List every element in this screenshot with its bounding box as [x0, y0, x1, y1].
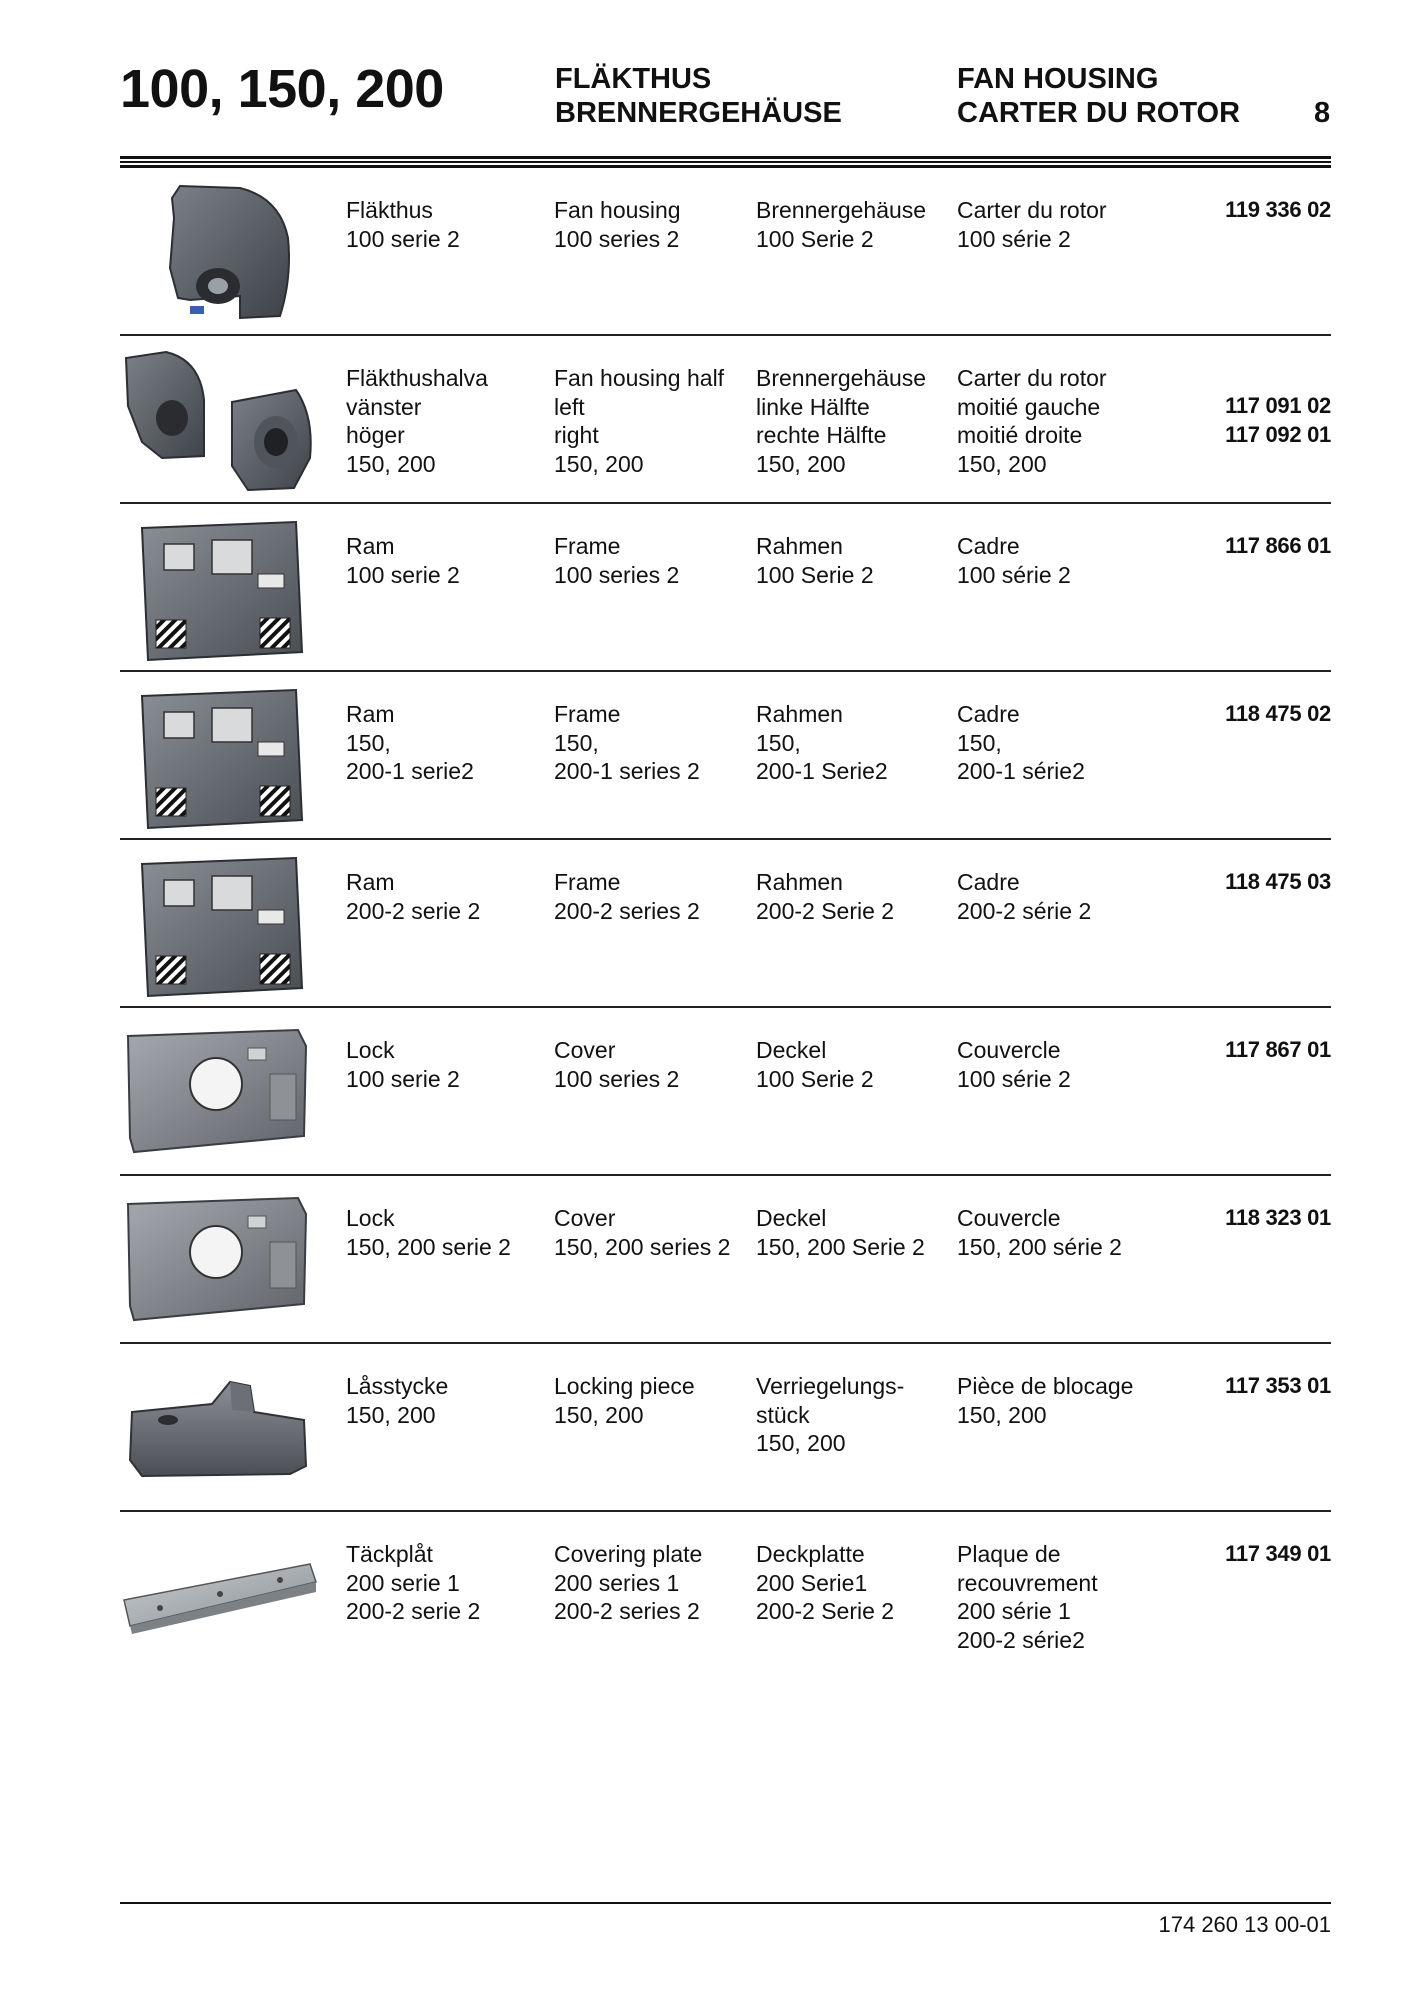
description-german — [756, 1372, 904, 1458]
part-number — [1225, 1204, 1331, 1233]
cover-image — [120, 1186, 320, 1336]
description-swedish — [346, 1204, 511, 1261]
description-line: Frame — [554, 701, 621, 727]
frame-image — [120, 682, 320, 832]
covering-plate-image — [120, 1522, 320, 1672]
parts-list — [120, 168, 1331, 1680]
header-title-fr: CARTER DU ROTOR — [957, 97, 1241, 129]
description-line: 200-1 series 2 — [554, 758, 700, 784]
description-line: 150, — [756, 729, 801, 756]
description-line: Cadre — [957, 869, 1020, 895]
description-line: 150, 200 — [957, 450, 1047, 477]
model-range: 100, 150, 200 — [120, 59, 444, 119]
header-rule-2 — [120, 161, 1331, 163]
description-line: 150, 200 — [756, 1430, 846, 1456]
part-number-value: 117 866 01 — [1225, 533, 1331, 558]
description-line: Lock — [346, 1037, 395, 1063]
description-line: right — [554, 422, 599, 448]
description-english — [554, 868, 700, 925]
part-number-value: 117 091 02 — [1225, 393, 1331, 418]
description-line: Brennergehäuse — [756, 365, 927, 391]
footer-rule — [120, 1902, 1331, 1904]
description-line: 100 série 2 — [957, 1065, 1071, 1092]
part-number — [1225, 196, 1331, 225]
description-line: 200-2 series 2 — [554, 1598, 700, 1624]
description-line: 150, 200 série 2 — [957, 1233, 1122, 1260]
part-row — [120, 336, 1331, 504]
part-number — [1225, 1540, 1331, 1569]
description-line: 100 Serie 2 — [756, 1065, 874, 1092]
description-german — [756, 1204, 925, 1261]
description-line: Couvercle — [957, 1037, 1061, 1063]
part-row — [120, 1344, 1331, 1512]
description-swedish — [346, 700, 474, 786]
fan-housing-half-image — [120, 346, 320, 496]
part-row — [120, 1176, 1331, 1344]
description-line: moitié gauche — [957, 393, 1101, 420]
description-line: Locking piece — [554, 1373, 695, 1399]
description-line: recouvrement — [957, 1569, 1098, 1596]
description-line: stück — [756, 1401, 810, 1428]
description-line: Carter du rotor — [957, 197, 1107, 223]
description-french — [957, 1540, 1098, 1654]
description-swedish — [346, 1372, 448, 1429]
description-line: rechte Hälfte — [756, 422, 887, 448]
description-swedish — [346, 1540, 480, 1626]
page-header — [0, 0, 1410, 170]
description-line: Deckel — [756, 1205, 827, 1231]
frame-image — [120, 514, 320, 664]
part-number-value: 117 353 01 — [1225, 1373, 1331, 1398]
part-number-value: 117 867 01 — [1225, 1037, 1331, 1062]
description-line: Fan housing half — [554, 365, 725, 391]
description-line: 150, 200 Serie 2 — [756, 1233, 925, 1260]
description-line: Verriegelungs- — [756, 1373, 905, 1399]
description-line: 100 serie 2 — [346, 1065, 460, 1092]
description-line: Frame — [554, 533, 621, 559]
description-line: Deckplatte — [756, 1541, 865, 1567]
part-number-value: 118 475 03 — [1225, 869, 1331, 894]
description-line: Cover — [554, 1205, 616, 1231]
description-english — [554, 1204, 730, 1261]
description-line: 100 series 2 — [554, 1065, 680, 1092]
description-line: moitié droite — [957, 422, 1083, 448]
description-line: Cadre — [957, 533, 1020, 559]
description-line: Carter du rotor — [957, 365, 1107, 391]
description-line: Lock — [346, 1205, 395, 1231]
description-line: 200-1 serie2 — [346, 758, 474, 784]
description-line: 200-2 série 2 — [957, 897, 1092, 924]
part-row — [120, 1008, 1331, 1176]
description-line: 100 serie 2 — [346, 225, 460, 252]
description-line: Låsstycke — [346, 1373, 449, 1399]
description-german — [756, 364, 926, 478]
description-line: 200-2 Serie 2 — [756, 1598, 895, 1624]
description-line: Fan housing — [554, 197, 681, 223]
description-line: 100 series 2 — [554, 225, 680, 252]
description-line: 200-2 Serie 2 — [756, 897, 895, 924]
page-number: 8 — [1314, 97, 1331, 129]
description-line: 100 Serie 2 — [756, 561, 874, 588]
description-line: 100 series 2 — [554, 561, 680, 588]
description-german — [756, 1540, 894, 1626]
description-english — [554, 1036, 679, 1093]
header-title-sv-de — [555, 62, 842, 130]
description-german — [756, 700, 888, 786]
description-line: 150, 200 — [346, 450, 436, 477]
description-line: 100 Serie 2 — [756, 225, 874, 252]
description-line: Rahmen — [756, 533, 843, 559]
description-french — [957, 868, 1091, 925]
description-line: 150, — [957, 729, 1002, 756]
description-french — [957, 1372, 1133, 1429]
locking-piece-image — [120, 1354, 320, 1504]
description-german — [756, 868, 894, 925]
fan-housing-image — [120, 178, 320, 328]
description-line: left — [554, 393, 585, 420]
description-line: Deckel — [756, 1037, 827, 1063]
part-number — [1225, 392, 1331, 449]
description-english — [554, 1540, 702, 1626]
part-row — [120, 840, 1331, 1008]
description-line: 200 series 1 — [554, 1569, 680, 1596]
description-line: 200-2 serie 2 — [346, 897, 481, 924]
header-title-de: BRENNERGEHÄUSE — [555, 97, 842, 129]
description-line: Cover — [554, 1037, 616, 1063]
frame-image — [120, 850, 320, 1000]
part-number — [1225, 700, 1331, 729]
description-line: Frame — [554, 869, 621, 895]
description-line: 100 série 2 — [957, 561, 1071, 588]
description-line: Rahmen — [756, 701, 843, 727]
description-french — [957, 1036, 1071, 1093]
description-line: 200 serie 1 — [346, 1569, 460, 1596]
description-line: 100 série 2 — [957, 225, 1071, 252]
description-line: 200-1 Serie2 — [756, 758, 888, 784]
description-line: Plaque de — [957, 1541, 1061, 1567]
description-line: 150, — [346, 729, 391, 756]
description-line: linke Hälfte — [756, 393, 870, 420]
header-title-en-fr — [957, 62, 1240, 130]
description-line: Cadre — [957, 701, 1020, 727]
description-english — [554, 532, 679, 589]
description-french — [957, 700, 1085, 786]
part-number — [1225, 868, 1331, 897]
description-english — [554, 700, 700, 786]
description-german — [756, 196, 926, 253]
description-french — [957, 1204, 1122, 1261]
description-line: 100 serie 2 — [346, 561, 460, 588]
part-row — [120, 1512, 1331, 1680]
part-number-value: 117 092 01 — [1225, 421, 1331, 447]
header-title-sv: FLÄKTHUS — [555, 63, 712, 95]
part-row — [120, 672, 1331, 840]
description-line: 150, 200 — [756, 450, 846, 477]
description-line: 150, 200 — [346, 1401, 436, 1428]
description-line: 200-2 série2 — [957, 1626, 1085, 1653]
document-number: 174 260 13 00-01 — [1158, 1912, 1331, 1937]
description-line: vänster — [346, 393, 422, 420]
description-swedish — [346, 532, 460, 589]
description-french — [957, 196, 1107, 253]
description-line: Ram — [346, 701, 395, 727]
header-rule-1 — [120, 156, 1331, 159]
description-swedish — [346, 868, 480, 925]
description-line: 200-2 serie 2 — [346, 1598, 481, 1624]
description-english — [554, 1372, 695, 1429]
description-line: 200-2 series 2 — [554, 897, 700, 924]
description-swedish — [346, 196, 460, 253]
description-german — [756, 1036, 874, 1093]
part-number-value: 118 323 01 — [1225, 1205, 1331, 1230]
description-line: Couvercle — [957, 1205, 1061, 1231]
description-english — [554, 364, 724, 478]
description-line: 150, 200 — [957, 1401, 1047, 1428]
description-line: 200-1 série2 — [957, 758, 1085, 784]
part-number-value: 118 475 02 — [1225, 701, 1331, 726]
description-french — [957, 364, 1107, 478]
part-number-value: 119 336 02 — [1225, 197, 1331, 222]
description-line: Fläkthus — [346, 197, 433, 223]
description-line: 150, 200 serie 2 — [346, 1233, 511, 1260]
description-line: Rahmen — [756, 869, 843, 895]
description-swedish — [346, 1036, 460, 1093]
cover-image — [120, 1018, 320, 1168]
part-number — [1225, 1036, 1331, 1065]
description-german — [756, 532, 874, 589]
description-line: 150, 200 — [554, 450, 644, 477]
part-number — [1225, 532, 1331, 561]
description-line: 150, 200 — [554, 1401, 644, 1428]
part-row — [120, 504, 1331, 672]
description-line: Täckplåt — [346, 1541, 433, 1567]
description-french — [957, 532, 1071, 589]
description-line: 200 série 1 — [957, 1598, 1071, 1624]
part-row — [120, 168, 1331, 336]
description-line: 200 Serie1 — [756, 1569, 868, 1596]
description-line: Pièce de blocage — [957, 1373, 1134, 1399]
description-swedish — [346, 364, 488, 478]
description-line: Ram — [346, 533, 395, 559]
part-number — [1225, 1372, 1331, 1401]
header-title-en: FAN HOUSING — [957, 63, 1159, 95]
description-line: höger — [346, 422, 405, 448]
description-line: Brennergehäuse — [756, 197, 927, 223]
description-line: Covering plate — [554, 1541, 703, 1567]
part-number-value: 117 349 01 — [1225, 1541, 1331, 1566]
description-english — [554, 196, 681, 253]
description-line: 150, — [554, 729, 599, 756]
description-line: 150, 200 series 2 — [554, 1233, 731, 1260]
description-line: Fläkthushalva — [346, 365, 488, 391]
description-line: Ram — [346, 869, 395, 895]
